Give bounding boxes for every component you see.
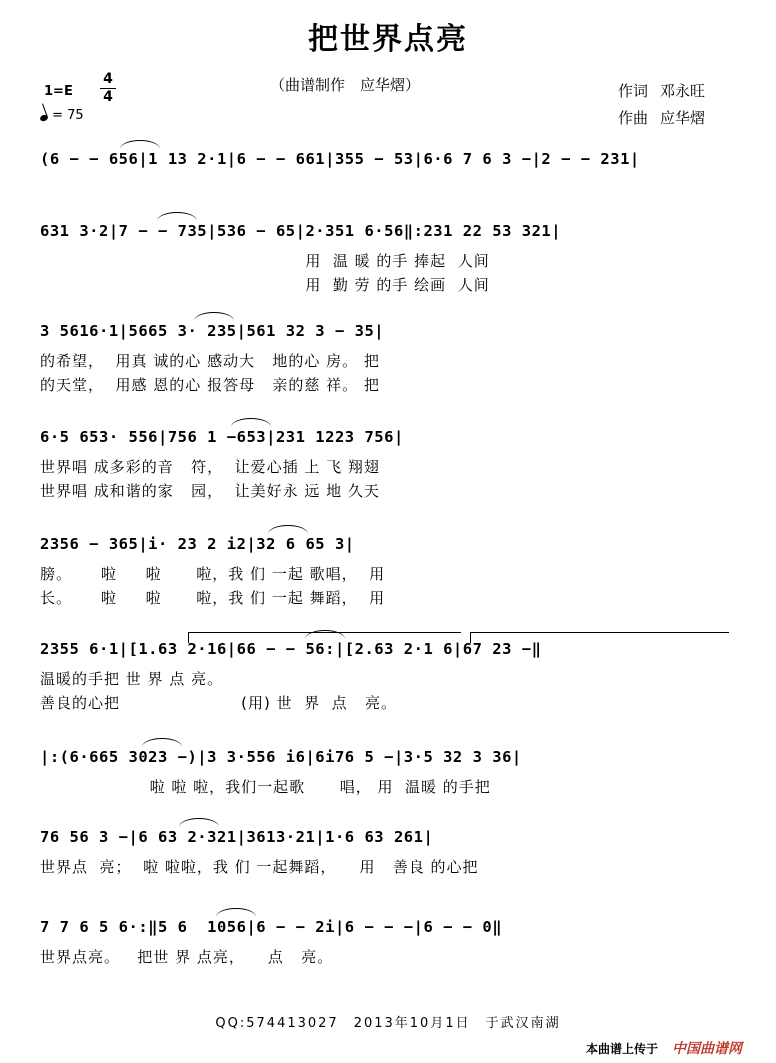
lyric-line: 世界点亮。 把世 界 点亮， 点 亮。: [40, 948, 334, 966]
site-logo: 中国曲谱网: [672, 1041, 742, 1057]
score-maker: （曲谱制作 应华熠）: [270, 76, 421, 94]
volta-bracket-1: [188, 632, 461, 643]
staff-row-9: 7 7 6 5 6·:‖5 6 1056|6 − − 2i|6 − − −|6 − − 0‖: [40, 918, 503, 936]
upload-label: 本曲谱上传于: [586, 1042, 659, 1056]
composer-label: 作曲: [618, 109, 649, 127]
lyric-line: 的希望， 用真 诚的心 感动大 地的心 房。 把: [40, 352, 380, 370]
lyricist-label: 作词: [618, 82, 649, 100]
slur-mark: [179, 818, 219, 827]
lyric-line: 膀。 啦 啦 啦，我 们 一起 歌唱， 用: [40, 565, 386, 583]
staff-row-1: (6 − − 656|1 13 2·1|6 − − 661|355 − 53|6·6 7 6 3 −|2 − − 231|: [40, 150, 640, 168]
lyric-line: 善良的心把 (用) 世 界 点 亮。: [40, 694, 397, 712]
staff-row-7: |:(6·665 3023 −)|3 3·556 i6|6i76 5 −|3·5 32 3 36|: [40, 748, 522, 766]
staff-row-2: 631 3·2|7 − − 735|536 − 65|2·351 6·56‖:231 22 53 321|: [40, 222, 562, 240]
lyric-line: 温暖的手把 世 界 点 亮。: [40, 670, 224, 688]
time-signature: [100, 72, 116, 105]
slur-mark: [268, 525, 308, 534]
lyric-line: 的天堂， 用感 恩的心 报答母 亲的慈 祥。 把: [40, 376, 380, 394]
slur-mark: [142, 738, 182, 747]
lyric-line: 啦 啦 啦，我们一起歌 唱， 用 温暖 的手把: [40, 778, 491, 796]
slur-mark: [216, 908, 256, 917]
slur-mark: [120, 140, 160, 149]
slur-mark: [194, 312, 234, 321]
staff-row-5: 2356 − 365|i· 23 2 i2|32 6 65 3|: [40, 535, 355, 553]
tempo-value: = 75: [52, 108, 84, 123]
lyric-line: 世界唱 成多彩的音 符， 让爱心插 上 飞 翔翅: [40, 458, 380, 476]
staff-row-3: 3 5616·1|5665 3· 235|561 32 3 − 35|: [40, 322, 385, 340]
key-signature: 1=E: [44, 84, 73, 99]
composer-credit: [618, 107, 717, 128]
slur-mark: [157, 212, 197, 221]
lyric-line: 世界点 亮； 啦 啦啦，我 们 一起舞蹈， 用 善良 的心把: [40, 858, 479, 876]
lyric-line: 用 勤 劳 的手 绘画 人间: [40, 276, 490, 294]
lyricist-credit: [618, 80, 717, 101]
meter-top: 4: [103, 71, 113, 87]
lyric-line: 长。 啦 啦 啦，我 们 一起 舞蹈， 用: [40, 589, 386, 607]
staff-row-4: 6·5 653· 556|756 1 −653|231 1223 756|: [40, 428, 404, 446]
staff-row-8: 76 56 3 −|6 63 2·321|3613·21|1·6 63 261|: [40, 828, 434, 846]
quarter-note-icon: [39, 114, 49, 122]
lyric-line: 世界唱 成和谐的家 园， 让美好永 远 地 久天: [40, 482, 380, 500]
volta-bracket-2: [470, 632, 729, 643]
lyricist-name: 邓永旺: [660, 82, 706, 100]
composer-name: 应华熠: [660, 109, 706, 127]
lyric-line: 用 温 暖 的手 捧起 人间: [40, 252, 490, 270]
staff-row-6: 2355 6·1|[1.63 2·16|66 − − 56:|[2.63 2·1 6|67 23 −‖: [40, 640, 542, 658]
slur-mark: [231, 418, 271, 427]
tempo-mark: [40, 108, 84, 123]
footer-note: QQ:574413027 2013年10月1日 于武汉南湖: [215, 1016, 561, 1031]
page-title: 把世界点亮: [308, 22, 468, 57]
meter-bottom: 4: [103, 89, 113, 105]
